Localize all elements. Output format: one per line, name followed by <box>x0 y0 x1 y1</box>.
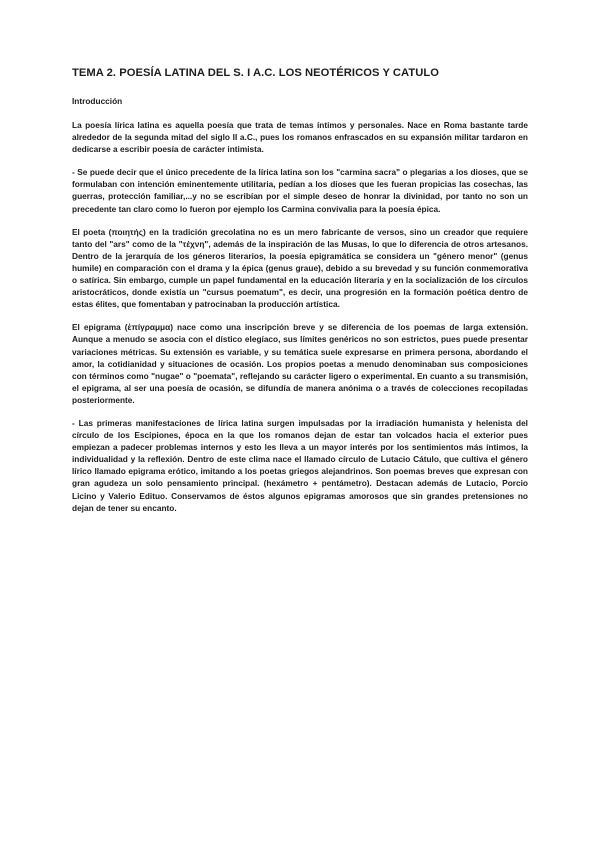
paragraph-primeras-manifestaciones: - Las primeras manifestaciones de lírica latina surgen impulsadas por la irradiación humanista y helenista del círculo de los Escipiones, época en la que los romanos dejan de estar tan volcados hacia el exterior pues empiezan a padecer problemas internos y esto les lleva a un mayor interés por los sentimientos más íntimos, la individualidad y la reflexión. Dentro de este clima nace el llamado círculo de Lutacio Cátulo, que cultiva el género lírico llamado epigrama erótico, imitando a los poetas griegos alejandrinos. Son poemas breves que expresan con gran agudeza un solo pensamiento principal. (hexámetro + pentámetro). Destacan además de Lutacio, Porcio Licino y Valerio Edituo. Conservamos de éstos algunos epigramas amorosos que sin grandes pretensiones no dejan de tener su encanto. <box>72 417 528 513</box>
document-title: TEMA 2. POESÍA LATINA DEL S. I A.C. LOS NEOTÉRICOS Y CATULO <box>72 67 439 79</box>
paragraph-carmina-sacra: - Se puede decir que el único precedente de la lírica latina son los "carmina sacra" o plegarias a los dioses, que se formulaban con intención eminentemente utilitaria, pedían a los dioses que les fueran propicias las cosechas, las guerras, protección familiar,...y no se escribían por el simple deseo de honrar la divinidad, por tanto no son un precedente tan claro como lo fueron por ejemplo los Carmina convivalia para la poesía épica. <box>72 167 528 214</box>
paragraph-epigrama: El epigrama (ἐπίγραμμα) nace como una inscripción breve y se diferencia de los poemas de larga extensión. Aunque a menudo se asocia con el dístico elegíaco, sus límites genéricos no son estrictos, pues puede presentar variaciones métricas. Su extensión es variable, y su temática suele expresarse en primera persona, abordando el amor, la cotidianidad y situaciones de ocasión. Los propios poetas a menudo denominaban sus composiciones con términos como "nugae" o "poemata", reflejando su carácter ligero o experimental. En cuanto a su transmisión, el epigrama, al ser una poesía de ocasión, se difundía de manera anónima o a través de colecciones recopiladas posteriormente. <box>72 322 528 405</box>
section-heading: Introducción <box>72 96 123 106</box>
paragraph-poeta: El poeta (ποιητής) en la tradición grecolatina no es un mero fabricante de versos, sino un creador que requiere tanto del "ars" como de la "τέχνη", además de la inspiración de las Musas, lo que lo diferencia de otros artesanos. Dentro de la jerarquía de los géneros literarios, la poesía epigramática se considera un "género menor" (genus humile) en comparación con el drama y la épica (genus graue), debido a su brevedad y su función conmemorativa o satírica. Sin embargo, cumple un papel fundamental en la educación literaria y en la socialización de los círculos aristocráticos, donde existía un "cursus poematum", es decir, una progresión en la formación poética dentro de estas élites, que fomentaban y patrocinaban la producción artística. <box>72 226 528 310</box>
document-page <box>72 66 528 525</box>
paragraph-intro: La poesía lírica latina es aquella poesía que trata de temas íntimos y personales. Nace en Roma bastante tarde alrededor de la segunda mitad del siglo II a.C., pues los romanos enfrascados en su expansión militar tardaron en dedicarse a escribir poesía de carácter intimista. <box>72 120 528 155</box>
